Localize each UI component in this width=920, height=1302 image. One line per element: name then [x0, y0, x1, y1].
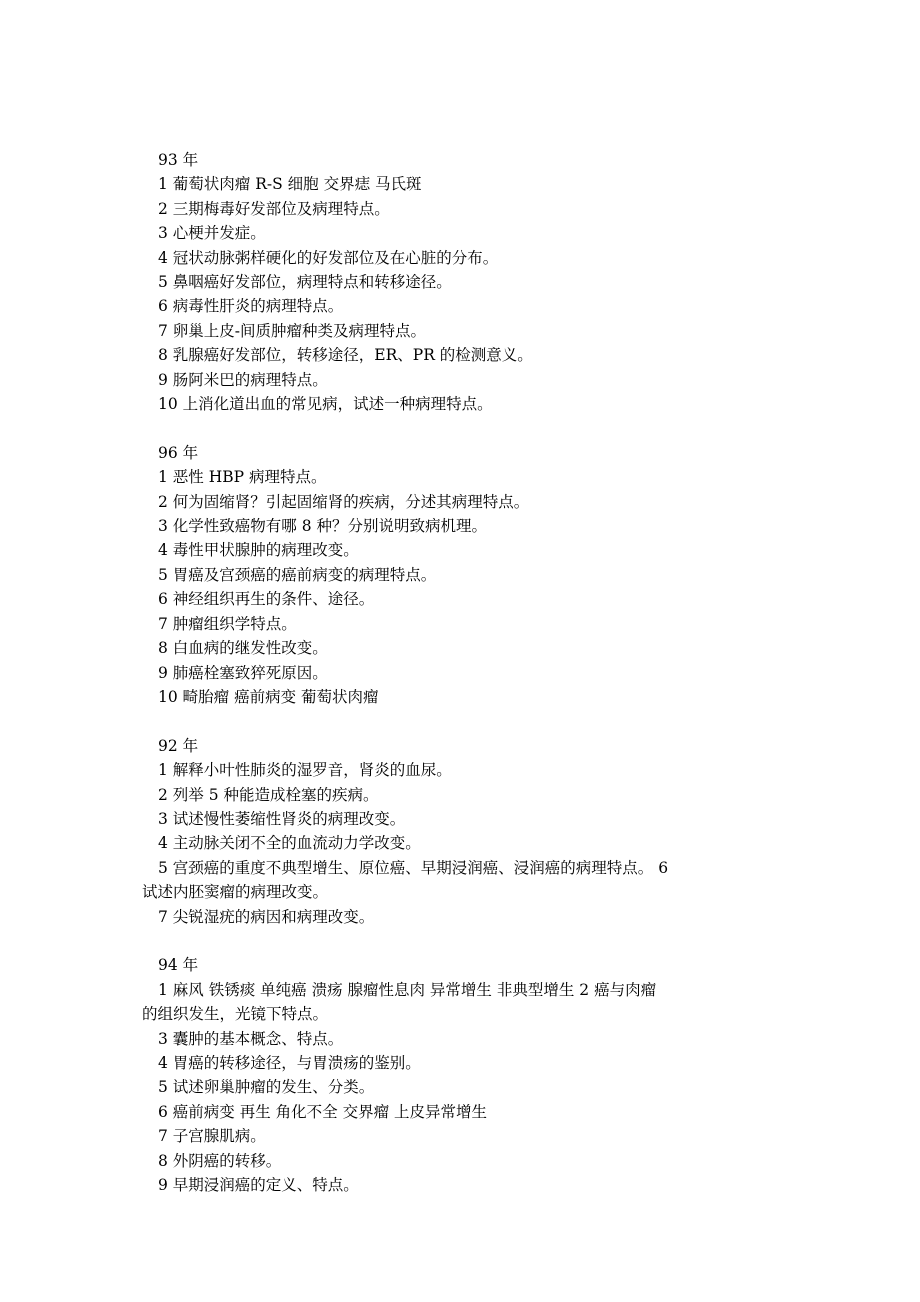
- question-item: 6 癌前病变 再生 角化不全 交界瘤 上皮异常增生: [158, 1102, 487, 1121]
- question-item: 10 畸胎瘤 癌前病变 葡萄状肉瘤: [158, 687, 379, 706]
- question-item: 9 早期浸润癌的定义、特点。: [158, 1176, 359, 1195]
- question-item-wrapped-line1: 5 宫颈癌的重度不典型增生、原位癌、早期浸润癌、浸润癌的病理特点。 6: [158, 858, 669, 877]
- question-item: 5 胃癌及宫颈癌的癌前病变的病理特点。: [158, 565, 437, 584]
- section-year-heading: 92 年: [158, 736, 199, 755]
- section-year-heading: 94 年: [158, 956, 199, 975]
- question-item: 3 试述慢性萎缩性肾炎的病理改变。: [158, 809, 406, 828]
- question-item: 7 子宫腺肌病。: [158, 1127, 266, 1146]
- question-item: 7 肿瘤组织学特点。: [158, 614, 297, 633]
- question-item: 4 主动脉关闭不全的血流动力学改变。: [158, 834, 421, 853]
- question-item: 6 病毒性肝炎的病理特点。: [158, 297, 344, 316]
- question-item: 3 化学性致癌物有哪 8 种？分别说明致病机理。: [158, 517, 488, 536]
- question-item: 1 葡萄状肉瘤 R-S 细胞 交界痣 马氏斑: [158, 175, 422, 194]
- question-item: 5 鼻咽癌好发部位，病理特点和转移途径。: [158, 273, 452, 292]
- question-item: 8 白血病的继发性改变。: [158, 639, 328, 658]
- question-item: 1 解释小叶性肺炎的湿罗音，肾炎的血尿。: [158, 761, 452, 780]
- question-item: 7 卵巢上皮-间质肿瘤种类及病理特点。: [158, 321, 427, 340]
- question-item: 2 何为固缩肾？引起固缩肾的疾病，分述其病理特点。: [158, 492, 530, 511]
- section-92: [142, 734, 782, 929]
- question-item: 3 心梗并发症。: [158, 224, 266, 243]
- question-item: 7 尖锐湿疣的病因和病理改变。: [158, 907, 375, 926]
- section-year-heading: 93 年: [158, 151, 199, 169]
- section-year-heading: 96 年: [158, 443, 199, 462]
- question-item: 5 试述卵巢肿瘤的发生、分类。: [158, 1078, 375, 1097]
- question-item: 9 肠阿米巴的病理特点。: [158, 370, 328, 389]
- question-item-wrapped-line2: 试述内胚窦瘤的病理改变。: [142, 883, 329, 902]
- question-item: 1 恶性 HBP 病理特点。: [158, 468, 327, 487]
- question-item: 10 上消化道出血的常见病，试述一种病理特点。: [158, 395, 493, 414]
- question-item: 6 神经组织再生的条件、途径。: [158, 590, 375, 609]
- question-item: 8 外阴癌的转移。: [158, 1151, 282, 1170]
- section-93: [142, 148, 782, 416]
- question-item: 4 冠状动脉粥样硬化的好发部位及在心脏的分布。: [158, 248, 499, 267]
- question-item: 4 胃癌的转移途径，与胃溃疡的鉴别。: [158, 1053, 421, 1072]
- document-page: [142, 148, 782, 1197]
- question-item: 2 三期梅毒好发部位及病理特点。: [158, 199, 390, 218]
- question-item: 9 肺癌栓塞致猝死原因。: [158, 663, 328, 682]
- section-94: [142, 953, 782, 1197]
- section-96: [142, 441, 782, 709]
- question-item: 4 毒性甲状腺肿的病理改变。: [158, 541, 359, 560]
- question-item: 3 囊肿的基本概念、特点。: [158, 1029, 344, 1048]
- question-item-wrapped-line2: 的组织发生，光镜下特点。: [142, 1005, 329, 1024]
- question-item-wrapped-line1: 1 麻风 铁锈痰 单纯癌 溃疡 腺瘤性息肉 异常增生 非典型增生 2 癌与肉瘤: [158, 980, 657, 999]
- question-item: 2 列举 5 种能造成栓塞的疾病。: [158, 785, 379, 804]
- question-item: 8 乳腺癌好发部位，转移途径，ER、PR 的检测意义。: [158, 346, 533, 365]
